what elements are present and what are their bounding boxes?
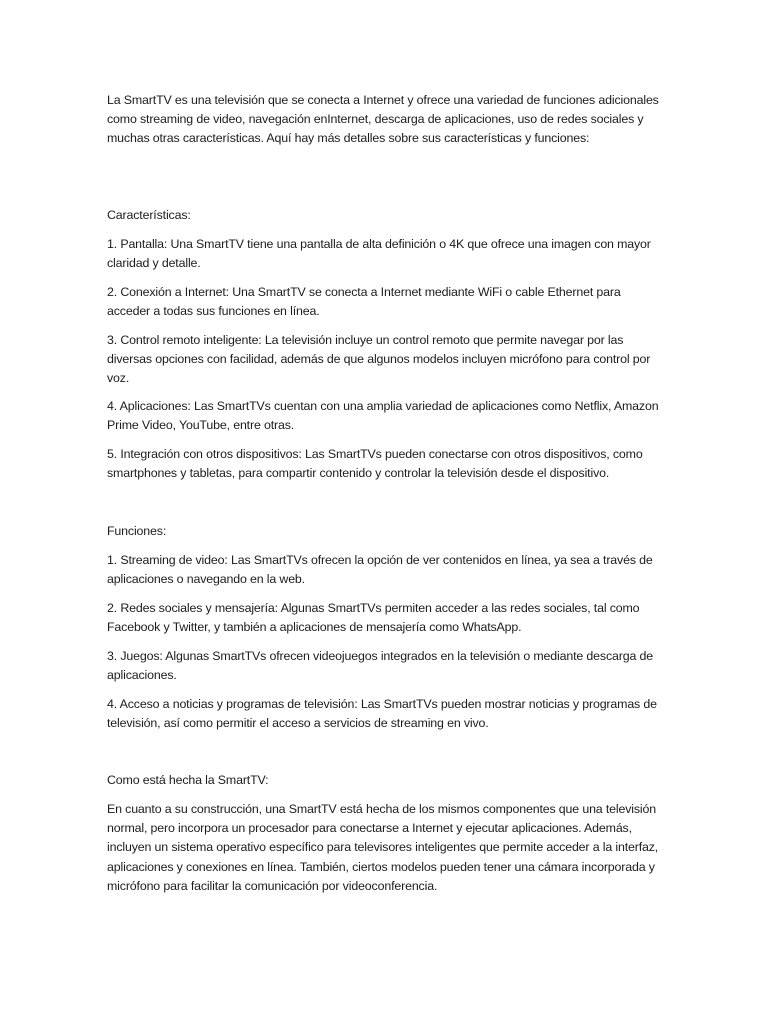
- feature-item-5: 5. Integración con otros dispositivos: Las SmartTVs pueden conectarse con otros dispositivos, como smartphones y tabletas, para compartir contenido y controlar la televisión desde el dispositivo.: [107, 447, 643, 481]
- intro-paragraph: La SmartTV es una televisión que se conecta a Internet y ofrece una variedad de funciones adicionales como streaming de video, navegación enInternet, descarga de aplicaciones, uso de redes sociales y muchas otras características. Aquí hay más detalles sobre sus características y funciones:: [107, 93, 659, 146]
- function-item-3: 3. Juegos: Algunas SmartTVs ofrecen videojuegos integrados en la televisión o mediante descarga de aplicaciones.: [107, 649, 653, 683]
- construction-heading: Como está hecha la SmartTV:: [107, 773, 269, 787]
- feature-item-3: 3. Control remoto inteligente: La televisión incluye un control remoto que permite navegar por las diversas opciones con facilidad, además de que algunos modelos incluyen micrófono para control por voz.: [107, 333, 651, 386]
- function-item-2: 2. Redes sociales y mensajería: Algunas SmartTVs permiten acceder a las redes sociales, tal como Facebook y Twitter, y también a aplicaciones de mensajería como WhatsApp.: [107, 601, 640, 635]
- function-item-4: 4. Acceso a noticias y programas de televisión: Las SmartTVs pueden mostrar noticias y programas de televisión, así como permitir el acceso a servicios de streaming en vivo.: [107, 697, 657, 731]
- feature-item-1: 1. Pantalla: Una SmartTV tiene una pantalla de alta definición o 4K que ofrece una imagen con mayor claridad y detalle.: [107, 237, 651, 271]
- construction-paragraph: En cuanto a su construcción, una SmartTV está hecha de los mismos componentes que una televisión normal, pero incorpora un procesador para conectarse a Internet y ejecutar aplicaciones. Además, incluyen un sistema operativo específico para televisores inteligentes que permite acceder a la interfaz, aplicaciones y conexiones en línea. También, ciertos modelos pueden tener una cámara incorporada y micrófono para facilitar la comunicación por videoconferencia.: [107, 802, 659, 893]
- feature-item-4: 4. Aplicaciones: Las SmartTVs cuentan con una amplia variedad de aplicaciones como Netflix, Amazon Prime Video, YouTube, entre otras.: [107, 399, 659, 433]
- features-heading: Características:: [107, 208, 191, 222]
- feature-item-2: 2. Conexión a Internet: Una SmartTV se conecta a Internet mediante WiFi o cable Ethernet para acceder a todas sus funciones en línea.: [107, 285, 621, 319]
- functions-heading: Funciones:: [107, 524, 167, 538]
- function-item-1: 1. Streaming de video: Las SmartTVs ofrecen la opción de ver contenidos en línea, ya sea a través de aplicaciones o navegando en la web.: [107, 553, 653, 587]
